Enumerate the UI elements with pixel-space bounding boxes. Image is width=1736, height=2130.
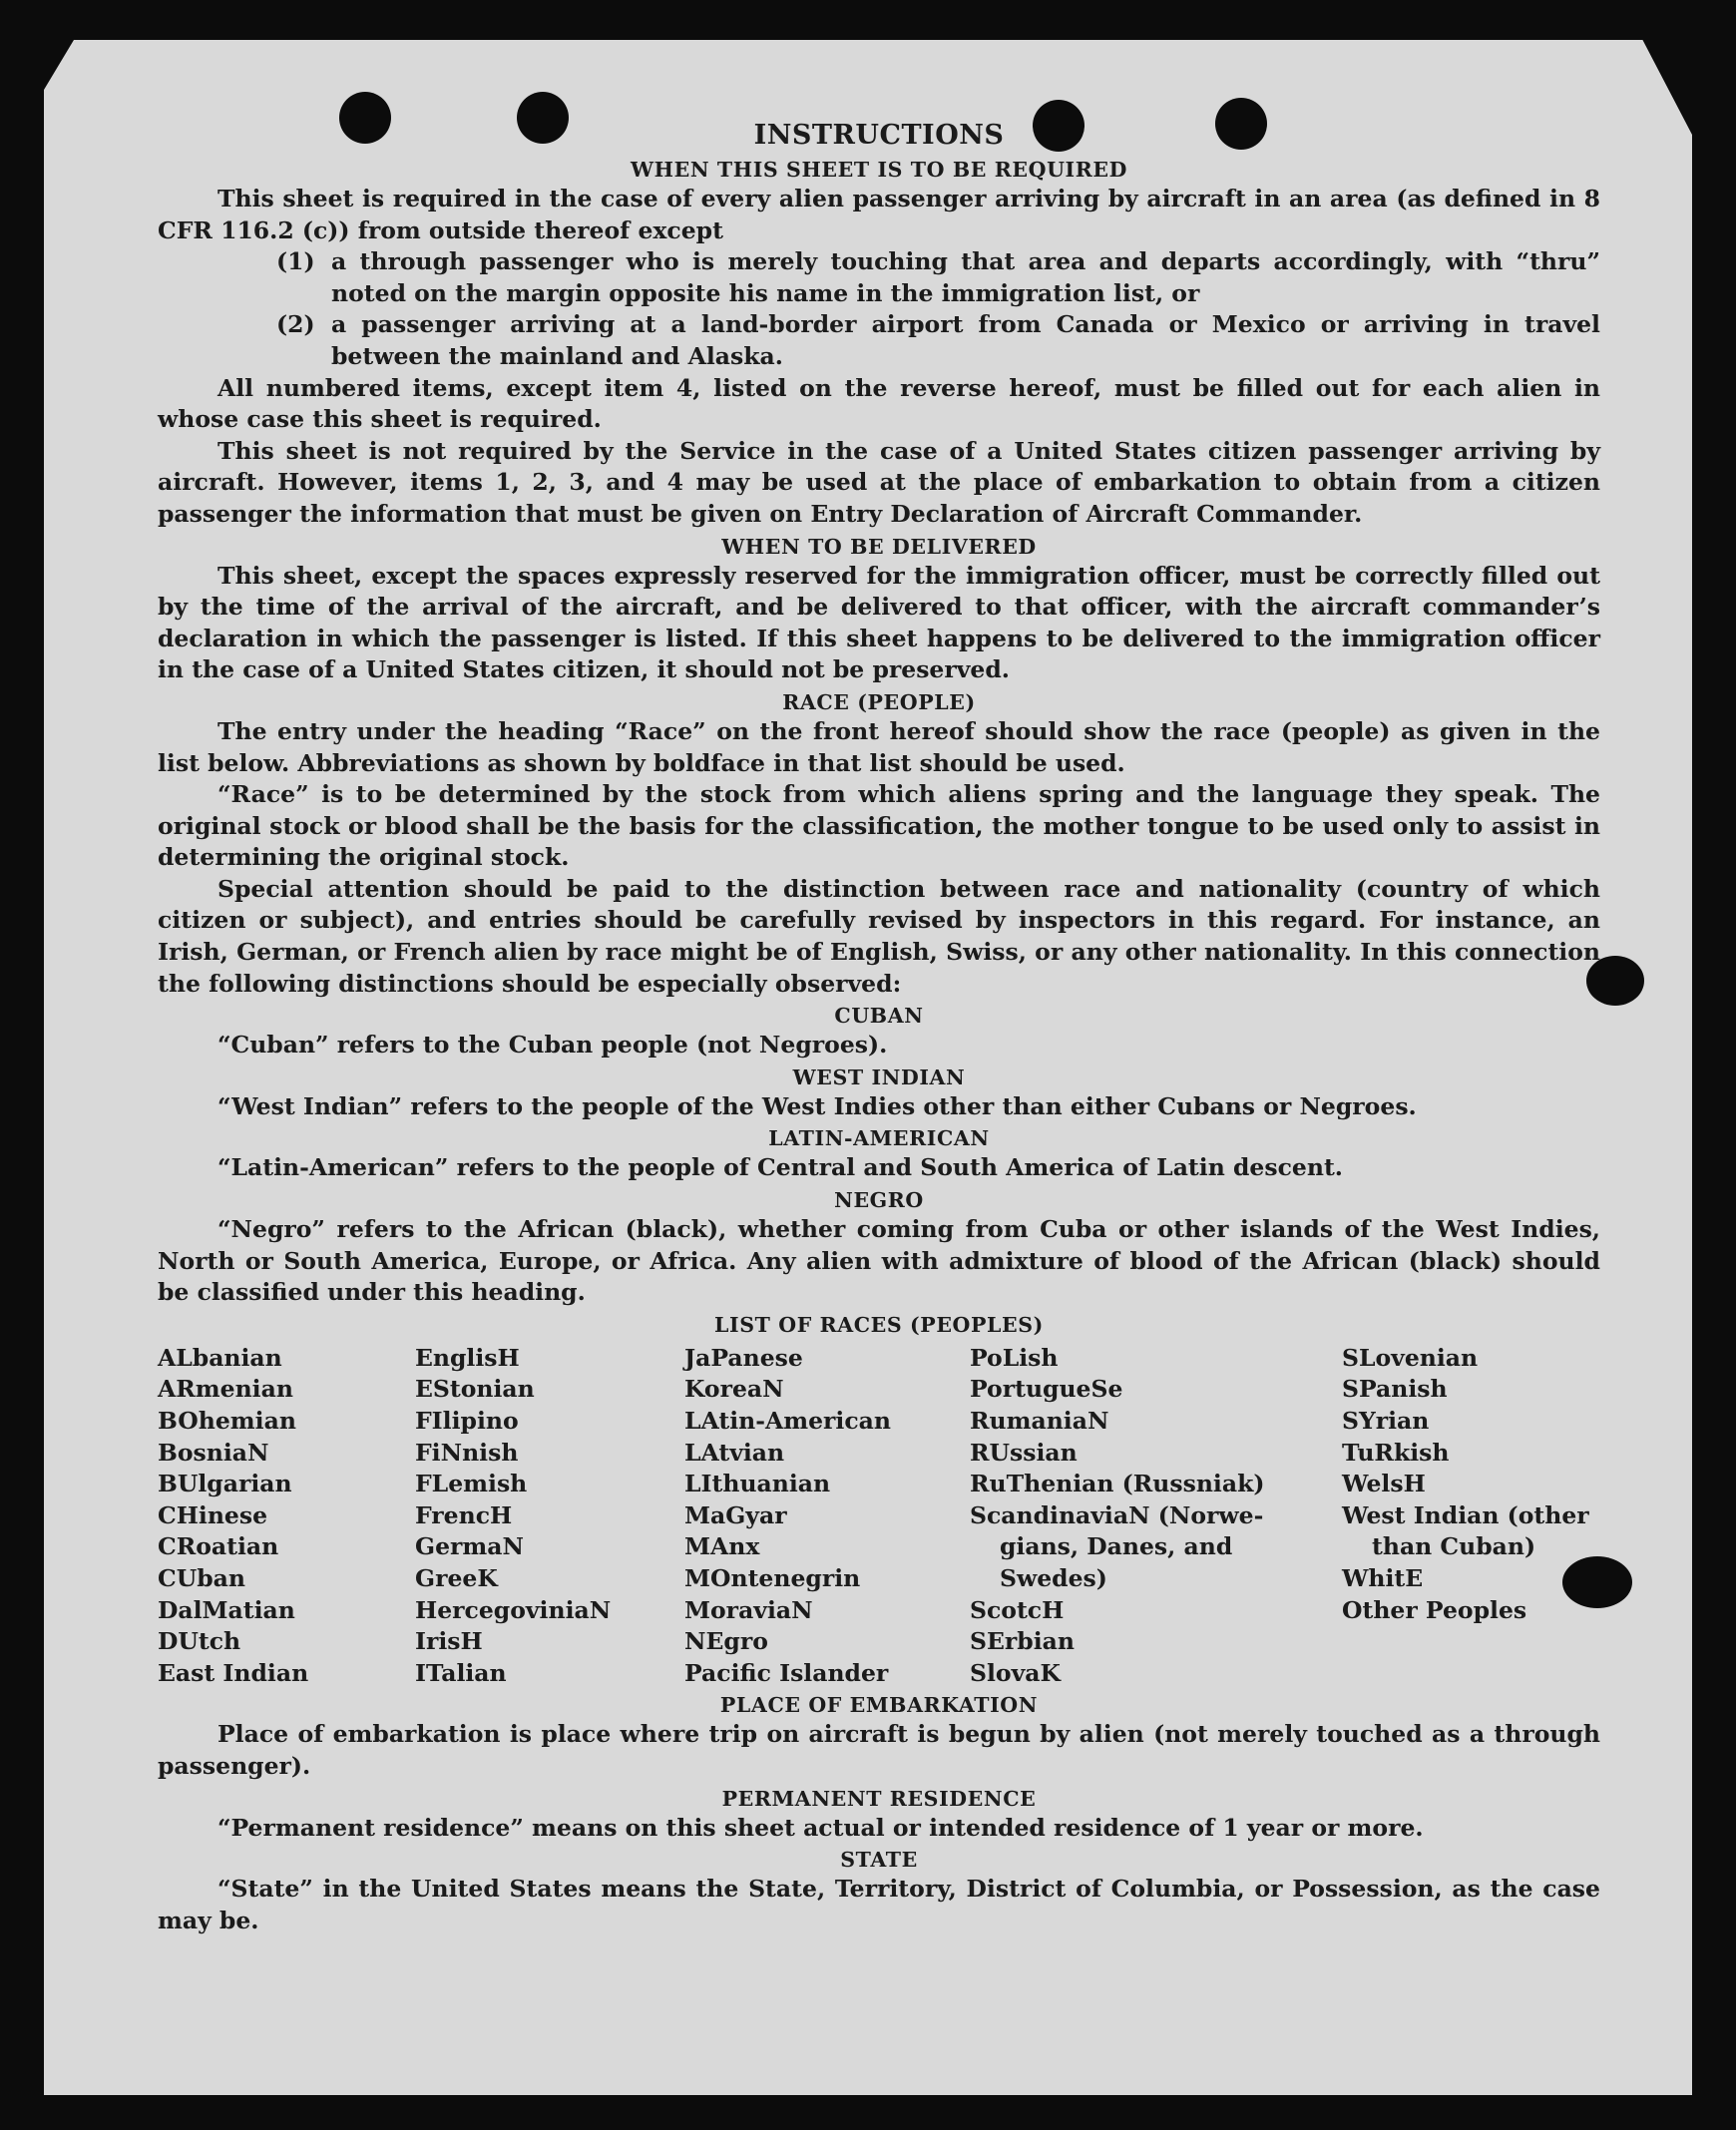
race-entry: GreeK [415, 1563, 498, 1592]
required-intro: This sheet is required in the case of every alien passenger arriving by aircraft in an area (as defined in 8 CFR 116.2 (c)) from outside thereof except [158, 185, 1600, 244]
residence-text: “Permanent residence” means on this sheet actual or intended residence of 1 year or more. [217, 1813, 1424, 1842]
race-entry: SErbian [970, 1627, 1075, 1656]
race-entry: RuThenian (Russniak) [970, 1470, 1265, 1498]
section-heading-state: STATE [840, 1848, 918, 1873]
negro-text: “Negro” refers to the African (black), whether coming from Cuba or other islands of the West Indies, North or South America, Europe, or Africa. Any alien with admixture of blood of the African (black) should be classified under this heading. [158, 1215, 1600, 1307]
page-title: INSTRUCTIONS [753, 120, 1005, 151]
races-column [684, 1343, 970, 1690]
race-entry: HercegoviniaN [415, 1595, 612, 1624]
item-number: (2) [276, 310, 315, 339]
race-entry: BOhemian [158, 1407, 296, 1435]
race-entry: SPanish [1342, 1375, 1448, 1404]
cuban-text: “Cuban” refers to the Cuban people (not Negroes). [217, 1031, 888, 1060]
race-entry-continuation: Swedes) [1000, 1563, 1107, 1592]
race-entry: BosniaN [158, 1438, 269, 1467]
race-entry: LAtin-American [684, 1407, 891, 1435]
race-entry: ITalian [415, 1658, 507, 1687]
race-entry: PoLish [970, 1343, 1059, 1372]
west-indian-text: “West Indian” refers to the people of the West Indies other than either Cubans or Negroes. [217, 1091, 1417, 1120]
race-entry: Other Peoples [1342, 1595, 1527, 1624]
section-heading-negro: NEGRO [834, 1188, 924, 1213]
race-entry: FLemish [415, 1470, 528, 1498]
race-entry: WhitE [1342, 1563, 1424, 1592]
section-heading-race: RACE (PEOPLE) [782, 689, 976, 714]
race-entry: IrisH [415, 1627, 483, 1656]
item-text: a through passenger who is merely touching that area and departs accordingly, with “thru” noted on the margin opposite his name in the immigration list, or [331, 247, 1600, 307]
race-entry: SYrian [1342, 1407, 1430, 1435]
race-entry: ScandinaviaN (Norwe- [970, 1500, 1264, 1529]
race-entry: KoreaN [684, 1375, 784, 1404]
race-entry: DUtch [158, 1627, 241, 1656]
races-list [158, 1343, 1600, 1690]
race-entry: LIthuanian [684, 1470, 831, 1498]
race-paragraph-3: Special attention should be paid to the distinction between race and nationality (country of which citizen or subject), and entries should be carefully revised by inspectors in this regard. For instance, an Irish, German, or French alien by race might be of English, Swiss, or any other nationality. In this connection the following distinctions should be especially observed: [158, 874, 1600, 998]
race-entry: MOntenegrin [684, 1563, 861, 1592]
section-heading-list-of-races: LIST OF RACES (PEOPLES) [714, 1312, 1044, 1337]
item-number: (1) [276, 247, 315, 276]
section-heading-delivered: WHEN TO BE DELIVERED [721, 534, 1037, 559]
races-column [970, 1343, 1342, 1690]
race-entry: GermaN [415, 1532, 524, 1561]
instructions-content [158, 118, 1600, 1936]
race-entry: West Indian (other [1342, 1500, 1589, 1529]
race-entry: FrencH [415, 1500, 513, 1529]
race-entry: BUlgarian [158, 1470, 292, 1498]
race-entry: SlovaK [970, 1658, 1061, 1687]
races-column [158, 1343, 415, 1690]
race-entry: ALbanian [158, 1343, 282, 1372]
race-entry: TuRkish [1342, 1438, 1450, 1467]
race-entry: RUssian [970, 1438, 1078, 1467]
state-text: “State” in the United States means the State, Territory, District of Columbia, or Possession, as the case may be. [158, 1875, 1600, 1934]
race-entry: ARmenian [158, 1375, 293, 1404]
race-entry: CRoatian [158, 1532, 279, 1561]
race-entry: JaPanese [684, 1343, 803, 1372]
race-entry: RumaniaN [970, 1407, 1109, 1435]
race-entry: PortugueSe [970, 1375, 1123, 1404]
required-paragraph-2: All numbered items, except item 4, listed on the reverse hereof, must be filled out for each alien in whose case this sheet is required. [158, 373, 1600, 434]
section-heading-required: WHEN THIS SHEET IS TO BE REQUIRED [631, 158, 1127, 182]
race-entry: CUban [158, 1563, 245, 1592]
race-entry-continuation: gians, Danes, and [1000, 1532, 1233, 1561]
latin-american-text: “Latin-American” refers to the people of Central and South America of Latin descent. [217, 1153, 1343, 1182]
race-entry: FiNnish [415, 1438, 519, 1467]
required-paragraph-3: This sheet is not required by the Service in the case of a United States citizen passenger arriving by aircraft. However, items 1, 2, 3, and 4 may be used at the place of embarkation to obtain from a citizen passenger the information that must be given on Entry Declaration of Aircraft Commander. [158, 436, 1600, 528]
races-column [415, 1343, 684, 1690]
race-entry: NEgro [684, 1627, 768, 1656]
race-paragraph-2: “Race” is to be determined by the stock from which aliens spring and the language they speak. The original stock or blood shall be the basis for the classification, the mother tongue to be used only to assist in determining the original stock. [158, 780, 1600, 872]
race-entry: CHinese [158, 1500, 268, 1529]
delivered-text: This sheet, except the spaces expressly reserved for the immigration officer, must be correctly filled out by the time of the arrival of the aircraft, and be delivered to that officer, with the aircraft commander’s declaration in which the passenger is listed. If this sheet happens to be delivered to the immigration officer in the case of a United States citizen, it should not be preserved. [158, 561, 1600, 684]
race-entry: MoraviaN [684, 1595, 813, 1624]
exception-item [158, 246, 1600, 309]
race-entry: WelsH [1342, 1470, 1426, 1498]
exception-item [158, 309, 1600, 372]
section-heading-embarkation: PLACE OF EMBARKATION [719, 1693, 1039, 1718]
race-entry: East Indian [158, 1658, 309, 1687]
embarkation-text: Place of embarkation is place where trip on aircraft is begun by alien (not merely touched as a through passenger). [158, 1720, 1600, 1780]
race-entry: DalMatian [158, 1595, 295, 1624]
race-entry: LAtvian [684, 1438, 785, 1467]
section-heading-west-indian: WEST INDIAN [792, 1065, 966, 1089]
section-heading-cuban: CUBAN [834, 1004, 924, 1029]
item-text: a passenger arriving at a land-border airport from Canada or Mexico or arriving in travel between the mainland and Alaska. [331, 310, 1600, 370]
race-entry: MAnx [684, 1532, 760, 1561]
race-entry: Pacific Islander [684, 1658, 889, 1687]
race-entry: EnglisH [415, 1343, 520, 1372]
race-entry: EStonian [415, 1375, 535, 1404]
race-paragraph-1: The entry under the heading “Race” on the front hereof should show the race (people) as given in the list below. Abbreviations as shown by boldface in that list should be used. [158, 716, 1600, 777]
race-entry: MaGyar [684, 1500, 787, 1529]
section-heading-residence: PERMANENT RESIDENCE [721, 1786, 1037, 1811]
race-entry-continuation: than Cuban) [1372, 1532, 1536, 1561]
section-heading-latin-american: LATIN-AMERICAN [768, 1126, 990, 1151]
race-entry: SLovenian [1342, 1343, 1479, 1372]
race-entry: FIlipino [415, 1407, 519, 1435]
race-entry: ScotcH [970, 1595, 1065, 1624]
races-column [1342, 1343, 1600, 1690]
